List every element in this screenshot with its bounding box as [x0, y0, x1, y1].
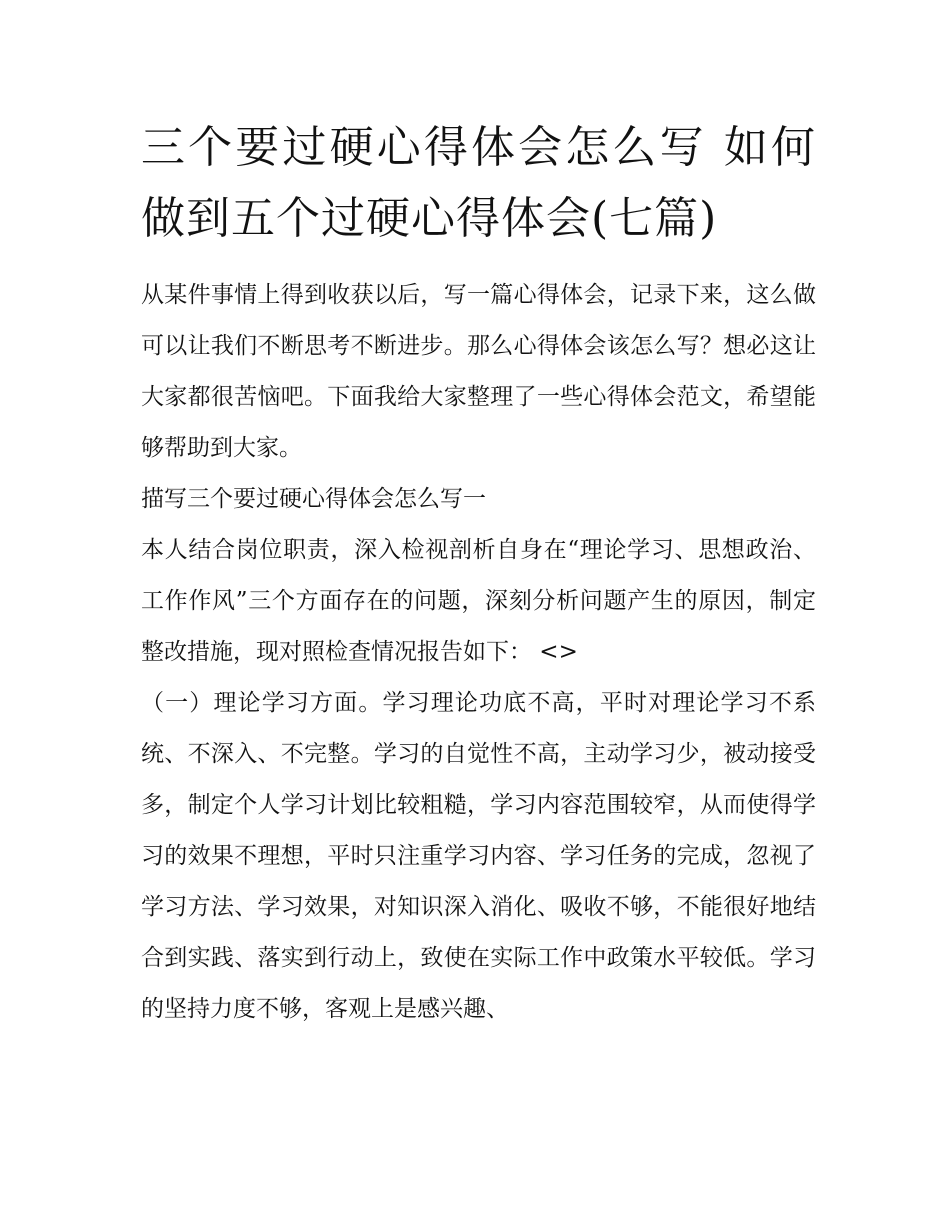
intro-paragraph: 从某件事情上得到收获以后，写一篇心得体会，记录下来，这么做可以让我们不断思考不断进步。那么心得体会该怎么写？想必这让大家都很苦恼吧。下面我给大家整理了一些心得体会范文，希望能够帮助到大家。 — [141, 282, 816, 461]
section-heading: 描写三个要过硬心得体会怎么写一 — [141, 486, 486, 512]
theory-study-paragraph: （一）理论学习方面。学习理论功底不高，平时对理论学习不系统、不深入、不完整。学习的自觉性不高，主动学习少，被动接受多，制定个人学习计划比较粗糙，学习内容范围较窄，从而使得学习的效果不理想，平时只注重学习内容、学习任务的完成，忽视了学习方法、学习效果，对知识深入消化、吸收不够，不能很好地结合到实践、落实到行动上，致使在实际工作中政策水平较低。学习的坚持力度不够，客观上是感兴趣、 — [141, 690, 816, 1022]
document-body — [141, 112, 816, 1035]
title-spacer — [141, 254, 816, 270]
document-title: 三个要过硬心得体会怎么写 如何做到五个过硬心得体会(七篇) — [141, 122, 816, 244]
report-intro-paragraph: 本人结合岗位职责，深入检视剖析自身在“理论学习、思想政治、工作作风”三个方面存在的问题，深刻分析问题产生的原因，制定整改措施，现对照检查情况报告如下： <> — [141, 537, 816, 665]
